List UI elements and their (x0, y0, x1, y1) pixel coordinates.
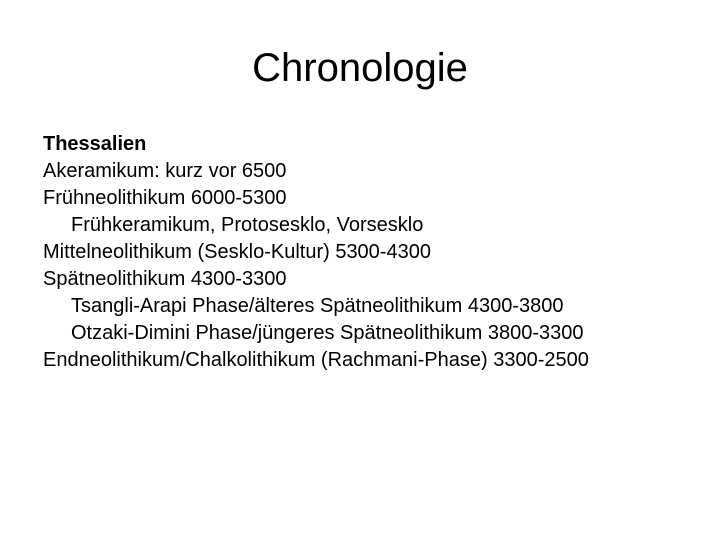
period-line-endneolithikum: Endneolithikum/Chalkolithikum (Rachmani-Phase) 3300-2500 (43, 349, 589, 371)
slide-title: Chronologie (252, 46, 468, 90)
period-line-fruehneolithikum: Frühneolithikum 6000-5300 (43, 187, 287, 209)
period-line-spaetneolithikum: Spätneolithikum 4300-3300 (43, 268, 287, 290)
slide-content (43, 131, 683, 374)
period-line-akeramikum: Akeramikum: kurz vor 6500 (43, 160, 287, 182)
subperiod-line-fruehkeramikum: Frühkeramikum, Protosesklo, Vorsesklo (71, 214, 424, 236)
subperiod-line-tsangli-arapi: Tsangli-Arapi Phase/älteres Spätneolithikum 4300-3800 (71, 295, 564, 317)
period-line-mittelneolithikum: Mittelneolithikum (Sesklo-Kultur) 5300-4300 (43, 241, 431, 263)
region-heading: Thessalien (43, 133, 147, 155)
subperiod-line-otzaki-dimini: Otzaki-Dimini Phase/jüngeres Spätneolithikum 3800-3300 (71, 322, 584, 344)
